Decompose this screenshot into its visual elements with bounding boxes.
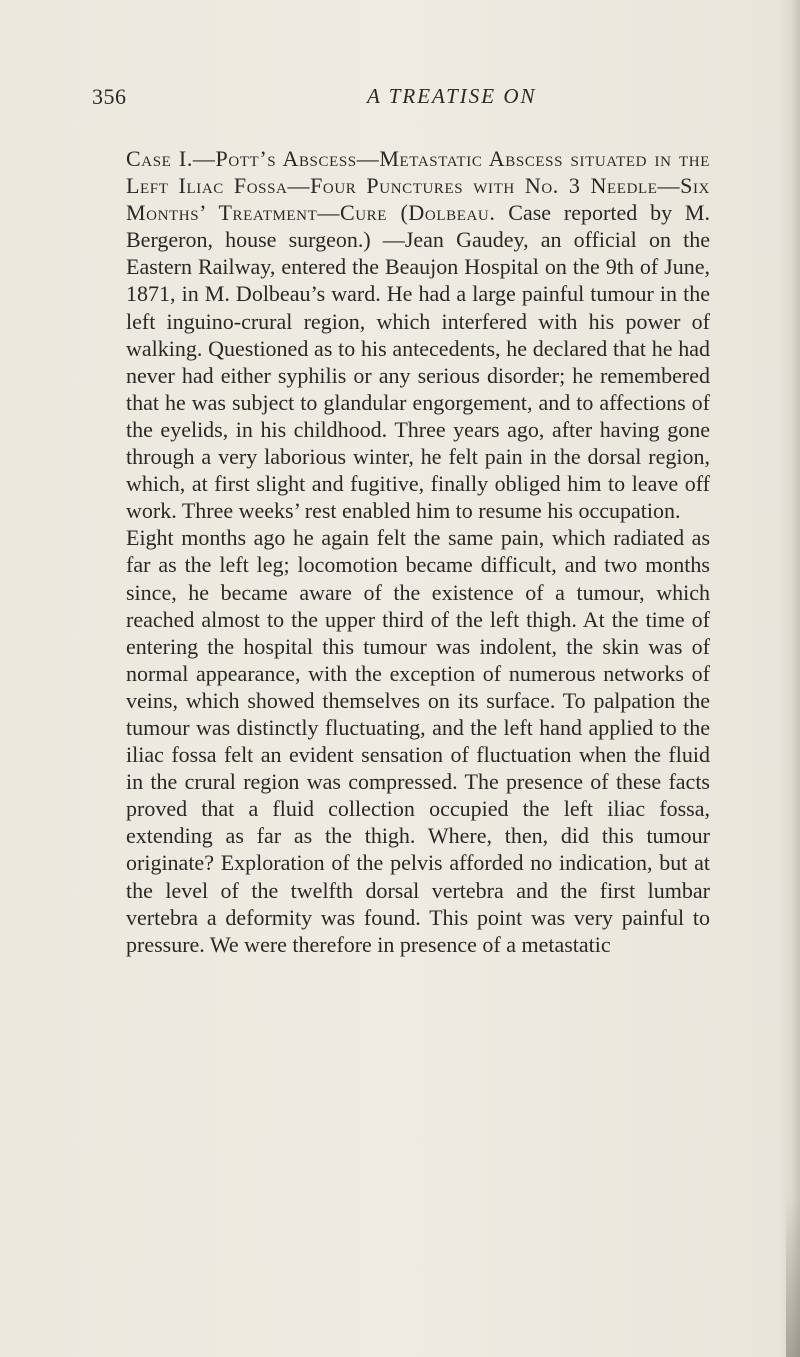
page-edge-shadow (778, 0, 800, 1357)
paragraph-1-text: Case reported by M. Bergeron, house surgeon.) —Jean Gaudey, an official on the Eastern Railway, entered the Beaujon Hospital on the 9th of June, 1871, in M. Dolbeau’s ward. He had a large painful tumour in the left inguino-crural region, which interfered with his power of walking. Questioned as to his antecedents, he declared that he had never had either syphilis or any serious disorder; he remembered that he was subject to glandular engorgement, and to affections of the eyelids, in his childhood. Three years ago, after having gone through a very laborious winter, he felt pain in the dorsal region, which, at first slight and fugitive, finally obliged him to leave off work. Three weeks’ rest enabled him to resume his occupation. (126, 200, 710, 524)
paragraph-case-heading (126, 145, 710, 524)
case-heading: Case I.—Pott’s Abscess—Metastatic Abscess situated in the Left Iliac Fossa—Four Punctures with No. 3 Needle—Six Months’ Treatment—Cure (Dolbeau. (126, 146, 710, 226)
running-title: A TREATISE ON (367, 84, 537, 108)
paragraph-2: Eight months ago he again felt the same pain, which radiated as far as the left leg; locomotion became difficult, and two months since, he became aware of the existence of a tumour, which reached almost to the upper third of the left thigh. At the time of entering the hospital this tumour was indolent, the skin was of normal appearance, with the exception of numerous networks of veins, which showed themselves on its surface. To palpation the tumour was distinctly fluctuating, and the left hand applied to the iliac fossa felt an evident sensation of fluctuation when the fluid in the crural region was compressed. The presence of these facts proved that a fluid collection occupied the left iliac fossa, extending as far as the thigh. Where, then, did this tumour originate? Exploration of the pelvis afforded no indication, but at the level of the twelfth dorsal vertebra and the first lumbar vertebra a deformity was found. This point was very painful to pressure. We were therefore in presence of a metastatic (126, 525, 710, 957)
body-text (126, 145, 710, 958)
running-head (92, 84, 710, 114)
page-corner-shadow (786, 1197, 800, 1357)
page-number: 356 (92, 84, 127, 109)
